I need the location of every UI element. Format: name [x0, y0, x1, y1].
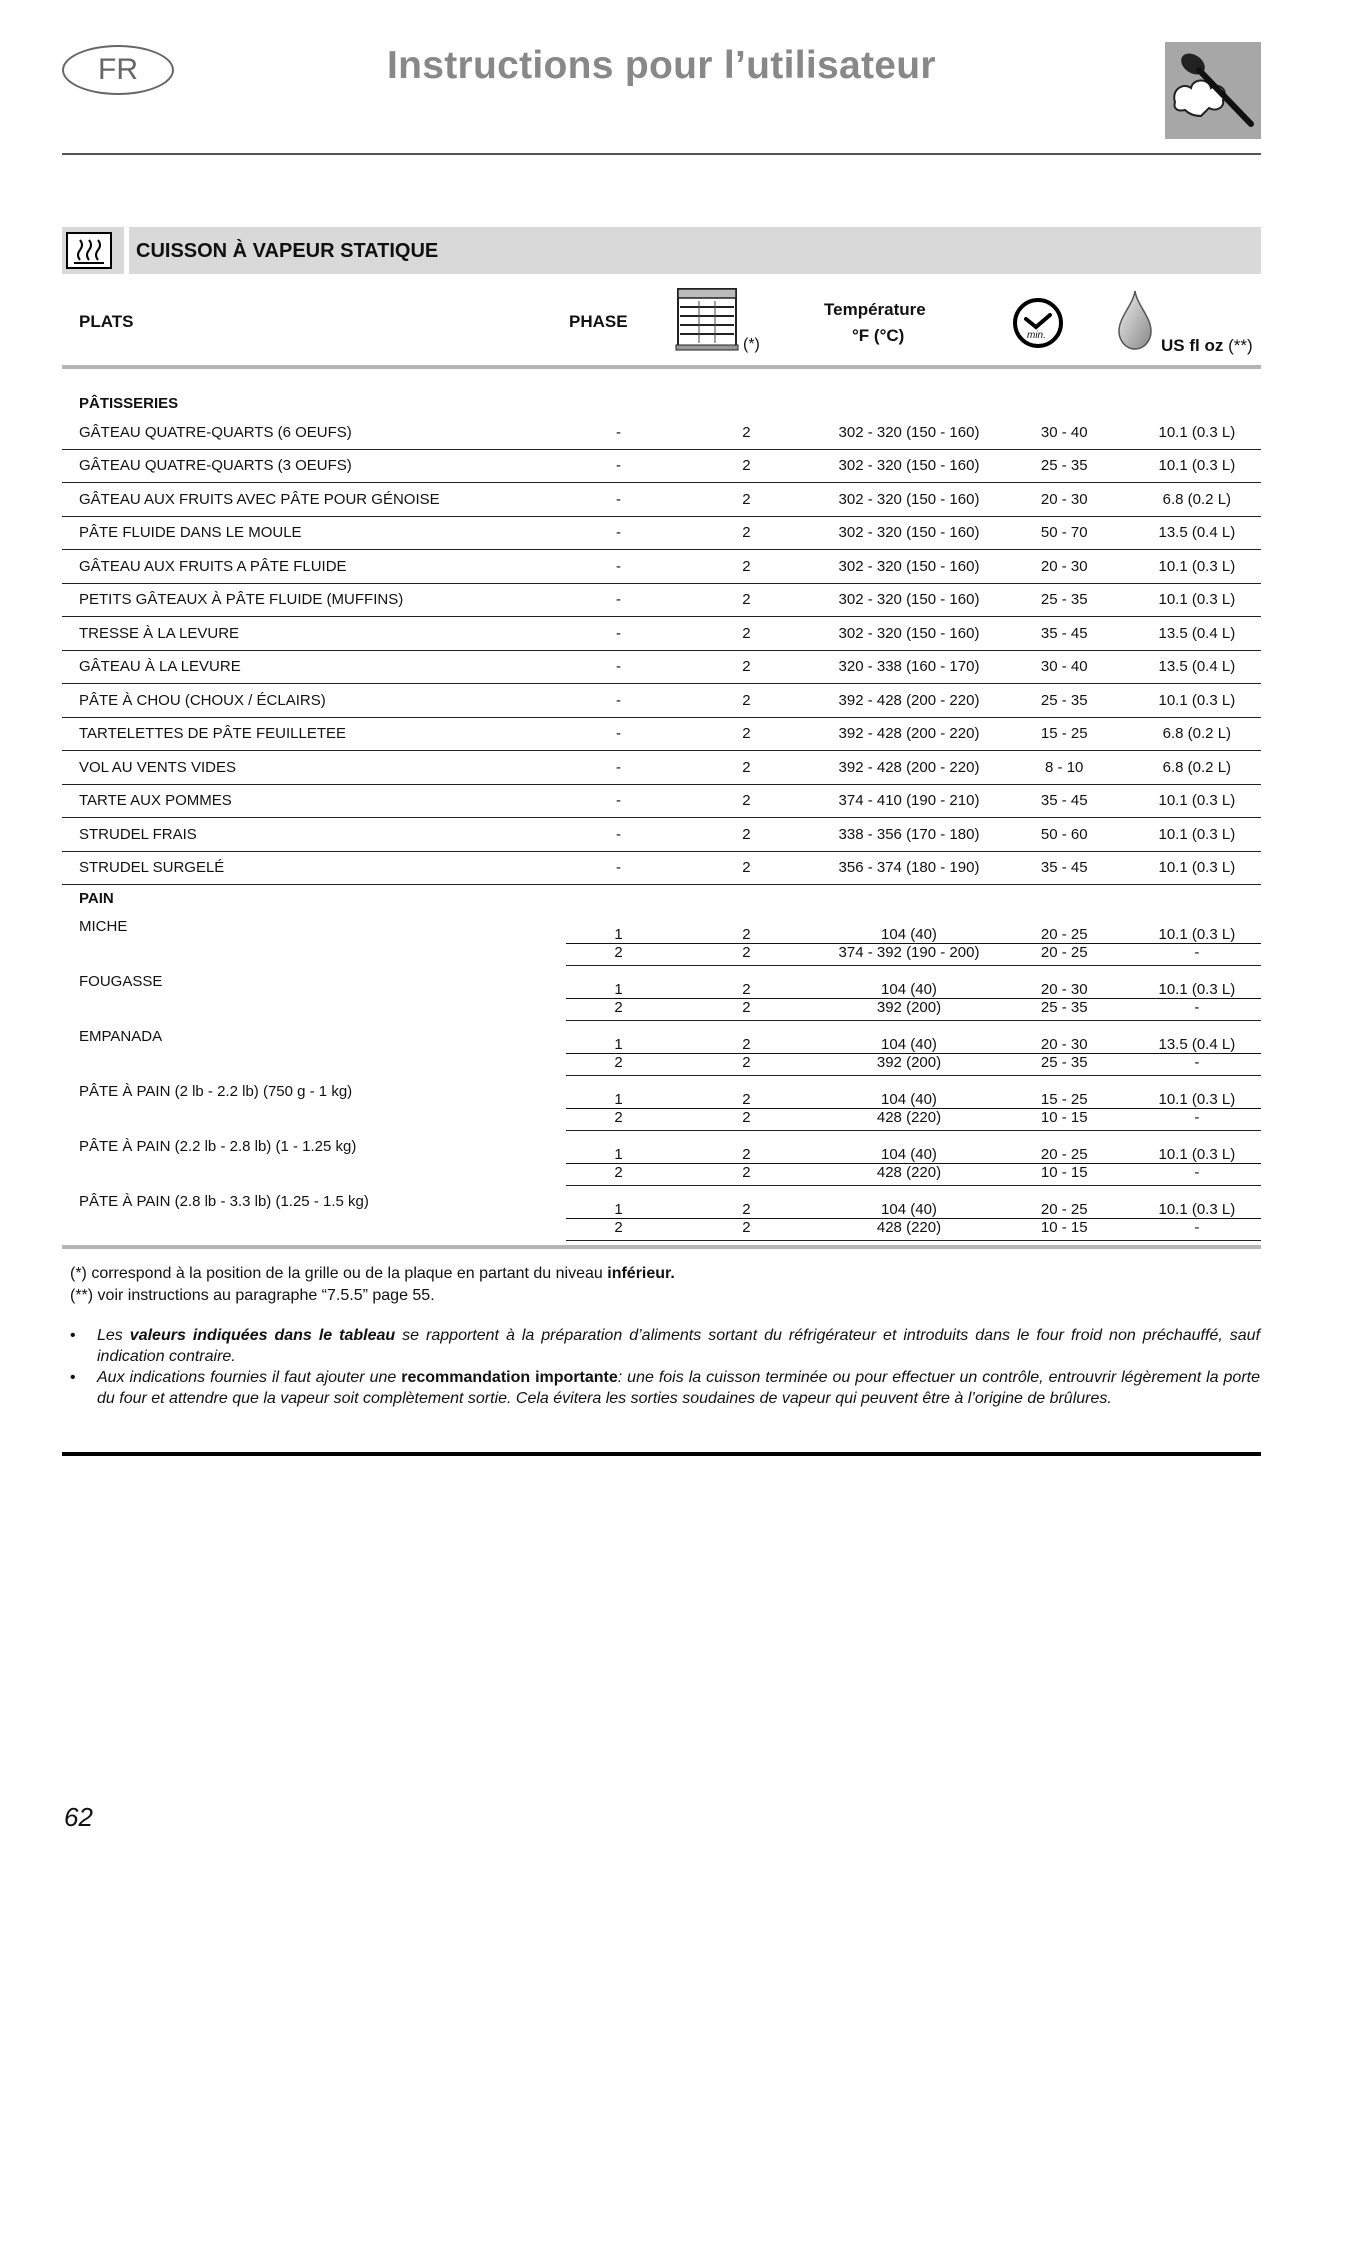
- time-cell: 15 - 25: [996, 717, 1133, 751]
- water-cell: 10.1 (0.3 L): [1133, 1076, 1261, 1109]
- level-cell: 2: [671, 449, 823, 483]
- level-cell: 2: [671, 516, 823, 550]
- temperature-cell: 374 - 410 (190 - 210): [822, 784, 996, 818]
- level-cell: 2: [671, 1186, 823, 1219]
- temperature-cell: 428 (220): [822, 1109, 996, 1131]
- phase-cell: 1: [566, 1131, 670, 1164]
- table-row: [62, 818, 1261, 852]
- level-cell: 2: [671, 583, 823, 617]
- table-row: [62, 717, 1261, 751]
- phase-cell: -: [566, 449, 670, 483]
- phase-cell: 2: [566, 999, 670, 1021]
- dish-name: STRUDEL FRAIS: [62, 818, 566, 852]
- level-cell: 2: [671, 999, 823, 1021]
- time-cell: 35 - 45: [996, 851, 1133, 885]
- dish-name: TRESSE À LA LEVURE: [62, 617, 566, 651]
- temperature-cell: 302 - 320 (150 - 160): [822, 550, 996, 584]
- water-unit-label: US fl oz: [1161, 336, 1224, 355]
- water-cell: 13.5 (0.4 L): [1133, 650, 1261, 684]
- phase-cell: -: [566, 851, 670, 885]
- time-cell: 10 - 15: [996, 1219, 1133, 1241]
- dish-name: TARTELETTES DE PÂTE FEUILLETEE: [62, 717, 566, 751]
- table-row: [62, 449, 1261, 483]
- water-cell: -: [1133, 999, 1261, 1021]
- section-bar-divider: [124, 227, 129, 274]
- time-cell: 20 - 25: [996, 911, 1133, 944]
- phase-cell: -: [566, 583, 670, 617]
- footnote-level: [70, 1263, 675, 1285]
- time-cell: 25 - 35: [996, 684, 1133, 718]
- water-cell: 10.1 (0.3 L): [1133, 449, 1261, 483]
- water-footnote-marker: (**): [1228, 336, 1253, 355]
- water-cell: 10.1 (0.3 L): [1133, 784, 1261, 818]
- phase-cell: -: [566, 784, 670, 818]
- level-cell: 2: [671, 617, 823, 651]
- time-cell: 25 - 35: [996, 449, 1133, 483]
- time-cell: 50 - 70: [996, 516, 1133, 550]
- time-cell: 20 - 25: [996, 1186, 1133, 1219]
- time-cell: 20 - 25: [996, 1131, 1133, 1164]
- dish-name: STRUDEL SURGELÉ: [62, 851, 566, 885]
- water-cell: -: [1133, 1109, 1261, 1131]
- footnotes: [70, 1263, 675, 1307]
- column-header-plats: PLATS: [79, 312, 134, 331]
- water-cell: 10.1 (0.3 L): [1133, 1131, 1261, 1164]
- table-row: [62, 1186, 1261, 1219]
- water-cell: -: [1133, 1054, 1261, 1076]
- table-row: [62, 550, 1261, 584]
- temperature-cell: 320 - 338 (160 - 170): [822, 650, 996, 684]
- document-title: Instructions pour l’utilisateur: [387, 44, 936, 87]
- temperature-cell: 428 (220): [822, 1164, 996, 1186]
- column-header-phase: PHASE: [569, 312, 628, 331]
- note-emphasis: recommandation importante: [401, 1369, 618, 1386]
- time-cell: 35 - 45: [996, 784, 1133, 818]
- column-header-temperature: Température: [824, 300, 926, 319]
- water-cell: -: [1133, 1219, 1261, 1241]
- phase-cell: -: [566, 416, 670, 449]
- cooking-table: [62, 390, 1261, 1241]
- temperature-cell: 392 (200): [822, 999, 996, 1021]
- level-cell: 2: [671, 966, 823, 999]
- phase-cell: 1: [566, 911, 670, 944]
- temperature-cell: 356 - 374 (180 - 190): [822, 851, 996, 885]
- footnote-water: (**) voir instructions au paragraphe “7.5.5” page 55.: [70, 1287, 435, 1304]
- time-cell: 8 - 10: [996, 751, 1133, 785]
- table-row: [62, 784, 1261, 818]
- phase-cell: -: [566, 751, 670, 785]
- note-text: Les: [97, 1327, 130, 1344]
- note-item: [70, 1326, 1260, 1367]
- table-row: [62, 966, 1261, 999]
- temperature-cell: 302 - 320 (150 - 160): [822, 483, 996, 517]
- clock-icon: [1012, 297, 1064, 349]
- notes-list: [70, 1326, 1260, 1410]
- phase-cell: 2: [566, 944, 670, 966]
- dish-name: PÂTE À PAIN (2.2 lb - 2.8 lb) (1 - 1.25 kg): [79, 1137, 357, 1155]
- footnote-level-text: (*) correspond à la position de la grille ou de la plaque en partant du niveau: [70, 1265, 608, 1282]
- header-bottom-rule: [62, 365, 1261, 369]
- water-cell: 10.1 (0.3 L): [1133, 684, 1261, 718]
- water-cell: 10.1 (0.3 L): [1133, 966, 1261, 999]
- temperature-cell: 302 - 320 (150 - 160): [822, 583, 996, 617]
- category-bread: PAIN: [79, 889, 114, 907]
- dish-name: PÂTE À PAIN (2.8 lb - 3.3 lb) (1.25 - 1.5 kg): [79, 1192, 369, 1210]
- water-cell: 10.1 (0.3 L): [1133, 818, 1261, 852]
- phase-cell: 2: [566, 1164, 670, 1186]
- phase-cell: 2: [566, 1109, 670, 1131]
- water-cell: 13.5 (0.4 L): [1133, 516, 1261, 550]
- temperature-cell: 392 - 428 (200 - 220): [822, 717, 996, 751]
- content-bottom-rule: [62, 1452, 1261, 1456]
- footnote-level-period: .: [670, 1265, 675, 1282]
- phase-cell: -: [566, 650, 670, 684]
- dish-name: PÂTE À PAIN (2 lb - 2.2 lb) (750 g - 1 kg): [79, 1082, 353, 1100]
- level-cell: 2: [671, 1131, 823, 1164]
- page-header: [62, 40, 1262, 152]
- level-footnote-marker: (*): [743, 336, 760, 353]
- section-title-bar: [62, 227, 1261, 274]
- clock-icon-label: min.: [1027, 330, 1046, 341]
- level-cell: 2: [671, 550, 823, 584]
- water-drop-icon: [1115, 289, 1155, 351]
- level-cell: 2: [671, 1054, 823, 1076]
- phase-cell: -: [566, 516, 670, 550]
- time-cell: 10 - 15: [996, 1164, 1133, 1186]
- phase-cell: 1: [566, 966, 670, 999]
- temperature-cell: 392 (200): [822, 1054, 996, 1076]
- temperature-cell: 392 - 428 (200 - 220): [822, 751, 996, 785]
- header-divider: [62, 153, 1261, 155]
- level-cell: 2: [671, 1021, 823, 1054]
- water-cell: 10.1 (0.3 L): [1133, 416, 1261, 449]
- table-row: [62, 1131, 1261, 1164]
- level-cell: 2: [671, 911, 823, 944]
- phase-cell: 1: [566, 1021, 670, 1054]
- table-bottom-rule: [62, 1245, 1261, 1249]
- water-cell: 6.8 (0.2 L): [1133, 483, 1261, 517]
- level-cell: 2: [671, 1219, 823, 1241]
- temperature-cell: 104 (40): [822, 1076, 996, 1109]
- dish-name: MICHE: [79, 918, 128, 935]
- oven-level-icon: [675, 287, 739, 351]
- dish-name: GÂTEAU QUATRE-QUARTS (3 OEUFS): [62, 449, 566, 483]
- phase-cell: -: [566, 483, 670, 517]
- footnote-level-emphasis: inférieur: [607, 1265, 671, 1282]
- temperature-cell: 104 (40): [822, 1131, 996, 1164]
- level-cell: 2: [671, 1109, 823, 1131]
- page-number: 62: [64, 1802, 93, 1832]
- phase-cell: 2: [566, 1054, 670, 1076]
- water-cell: -: [1133, 944, 1261, 966]
- note-text: Aux indications fournies il faut ajouter une: [97, 1369, 402, 1386]
- note-emphasis: valeurs indiquées dans le tableau: [129, 1327, 396, 1344]
- table-row: [62, 516, 1261, 550]
- temperature-cell: 104 (40): [822, 966, 996, 999]
- time-cell: 25 - 35: [996, 1054, 1133, 1076]
- column-header-water: [1161, 336, 1253, 356]
- dish-name: FOUGASSE: [79, 972, 163, 990]
- chef-spoon-icon: [1165, 42, 1261, 139]
- category-row: [62, 390, 1261, 416]
- temperature-cell: 392 - 428 (200 - 220): [822, 684, 996, 718]
- table-row: [62, 650, 1261, 684]
- table-row: [62, 617, 1261, 651]
- water-cell: 13.5 (0.4 L): [1133, 617, 1261, 651]
- time-cell: 25 - 35: [996, 999, 1133, 1021]
- level-cell: 2: [671, 818, 823, 852]
- water-cell: -: [1133, 1164, 1261, 1186]
- temperature-cell: 338 - 356 (170 - 180): [822, 818, 996, 852]
- temperature-cell: 302 - 320 (150 - 160): [822, 516, 996, 550]
- level-cell: 2: [671, 1076, 823, 1109]
- level-cell: 2: [671, 684, 823, 718]
- water-cell: 13.5 (0.4 L): [1133, 1021, 1261, 1054]
- table-row: [62, 751, 1261, 785]
- time-cell: 20 - 30: [996, 550, 1133, 584]
- time-cell: 20 - 25: [996, 944, 1133, 966]
- level-cell: 2: [671, 717, 823, 751]
- temperature-cell: 104 (40): [822, 911, 996, 944]
- level-cell: 2: [671, 483, 823, 517]
- time-cell: 20 - 30: [996, 966, 1133, 999]
- note-text: : une fois la cuisson terminée ou pour effectuer un contrôle, entrouvrir légèrement la porte du four et attendre que la vapeur soit complètement sortie. Cela évitera les sorties soudaines de vapeur qui peuvent être à l’origine de brûlures.: [97, 1369, 1261, 1407]
- temperature-cell: 302 - 320 (150 - 160): [822, 449, 996, 483]
- phase-cell: -: [566, 717, 670, 751]
- time-cell: 30 - 40: [996, 650, 1133, 684]
- water-cell: 10.1 (0.3 L): [1133, 1186, 1261, 1219]
- water-cell: 10.1 (0.3 L): [1133, 583, 1261, 617]
- time-cell: 10 - 15: [996, 1109, 1133, 1131]
- dish-name: PETITS GÂTEAUX À PÂTE FLUIDE (MUFFINS): [62, 583, 566, 617]
- table-row: [62, 416, 1261, 449]
- time-cell: 15 - 25: [996, 1076, 1133, 1109]
- water-cell: 6.8 (0.2 L): [1133, 751, 1261, 785]
- phase-cell: -: [566, 684, 670, 718]
- temperature-cell: 374 - 392 (190 - 200): [822, 944, 996, 966]
- time-cell: 20 - 30: [996, 483, 1133, 517]
- table-row: [62, 851, 1261, 885]
- steam-icon: [66, 232, 112, 269]
- water-cell: 6.8 (0.2 L): [1133, 717, 1261, 751]
- dish-name: GÂTEAU AUX FRUITS AVEC PÂTE POUR GÉNOISE: [62, 483, 566, 517]
- note-item: [70, 1368, 1260, 1409]
- dish-name: GÂTEAU À LA LEVURE: [62, 650, 566, 684]
- time-cell: 35 - 45: [996, 617, 1133, 651]
- dish-name: GÂTEAU QUATRE-QUARTS (6 OEUFS): [62, 416, 566, 449]
- phase-cell: 1: [566, 1186, 670, 1219]
- table-row: [62, 583, 1261, 617]
- temperature-cell: 104 (40): [822, 1021, 996, 1054]
- bullet-icon: •: [70, 1327, 76, 1344]
- time-cell: 30 - 40: [996, 416, 1133, 449]
- level-cell: 2: [671, 1164, 823, 1186]
- water-cell: 10.1 (0.3 L): [1133, 851, 1261, 885]
- language-badge: FR: [62, 45, 174, 95]
- note-text: se rapportent à la préparation d’aliments sortant du réfrigérateur et introduits dans le four froid non préchauffé, sauf indication contraire.: [97, 1327, 1261, 1365]
- time-cell: 50 - 60: [996, 818, 1133, 852]
- time-cell: 20 - 30: [996, 1021, 1133, 1054]
- temperature-cell: 302 - 320 (150 - 160): [822, 617, 996, 651]
- dish-name: PÂTE FLUIDE DANS LE MOULE: [62, 516, 566, 550]
- level-cell: 2: [671, 851, 823, 885]
- category-pastries: PÂTISSERIES: [79, 394, 179, 412]
- table-row: [62, 911, 1261, 944]
- level-cell: 2: [671, 751, 823, 785]
- temperature-cell: 302 - 320 (150 - 160): [822, 416, 996, 449]
- table-row: [62, 684, 1261, 718]
- level-cell: 2: [671, 944, 823, 966]
- water-cell: 10.1 (0.3 L): [1133, 550, 1261, 584]
- dish-name: VOL AU VENTS VIDES: [62, 751, 566, 785]
- temperature-cell: 428 (220): [822, 1219, 996, 1241]
- dish-name: TARTE AUX POMMES: [62, 784, 566, 818]
- category-row: [62, 885, 1261, 912]
- water-cell: 10.1 (0.3 L): [1133, 911, 1261, 944]
- bullet-icon: •: [70, 1369, 76, 1386]
- level-cell: 2: [671, 416, 823, 449]
- level-cell: 2: [671, 784, 823, 818]
- dish-name: PÂTE À CHOU (CHOUX / ÉCLAIRS): [62, 684, 566, 718]
- phase-cell: -: [566, 617, 670, 651]
- phase-cell: -: [566, 818, 670, 852]
- phase-cell: 2: [566, 1219, 670, 1241]
- dish-name: EMPANADA: [79, 1027, 163, 1045]
- column-header-temperature-units: °F (°C): [852, 326, 905, 345]
- temperature-cell: 104 (40): [822, 1186, 996, 1219]
- dish-name: GÂTEAU AUX FRUITS A PÂTE FLUIDE: [62, 550, 566, 584]
- table-row: [62, 1076, 1261, 1109]
- section-title: CUISSON À VAPEUR STATIQUE: [136, 240, 439, 262]
- table-row: [62, 483, 1261, 517]
- level-cell: 2: [671, 650, 823, 684]
- table-row: [62, 1021, 1261, 1054]
- phase-cell: 1: [566, 1076, 670, 1109]
- phase-cell: -: [566, 550, 670, 584]
- time-cell: 25 - 35: [996, 583, 1133, 617]
